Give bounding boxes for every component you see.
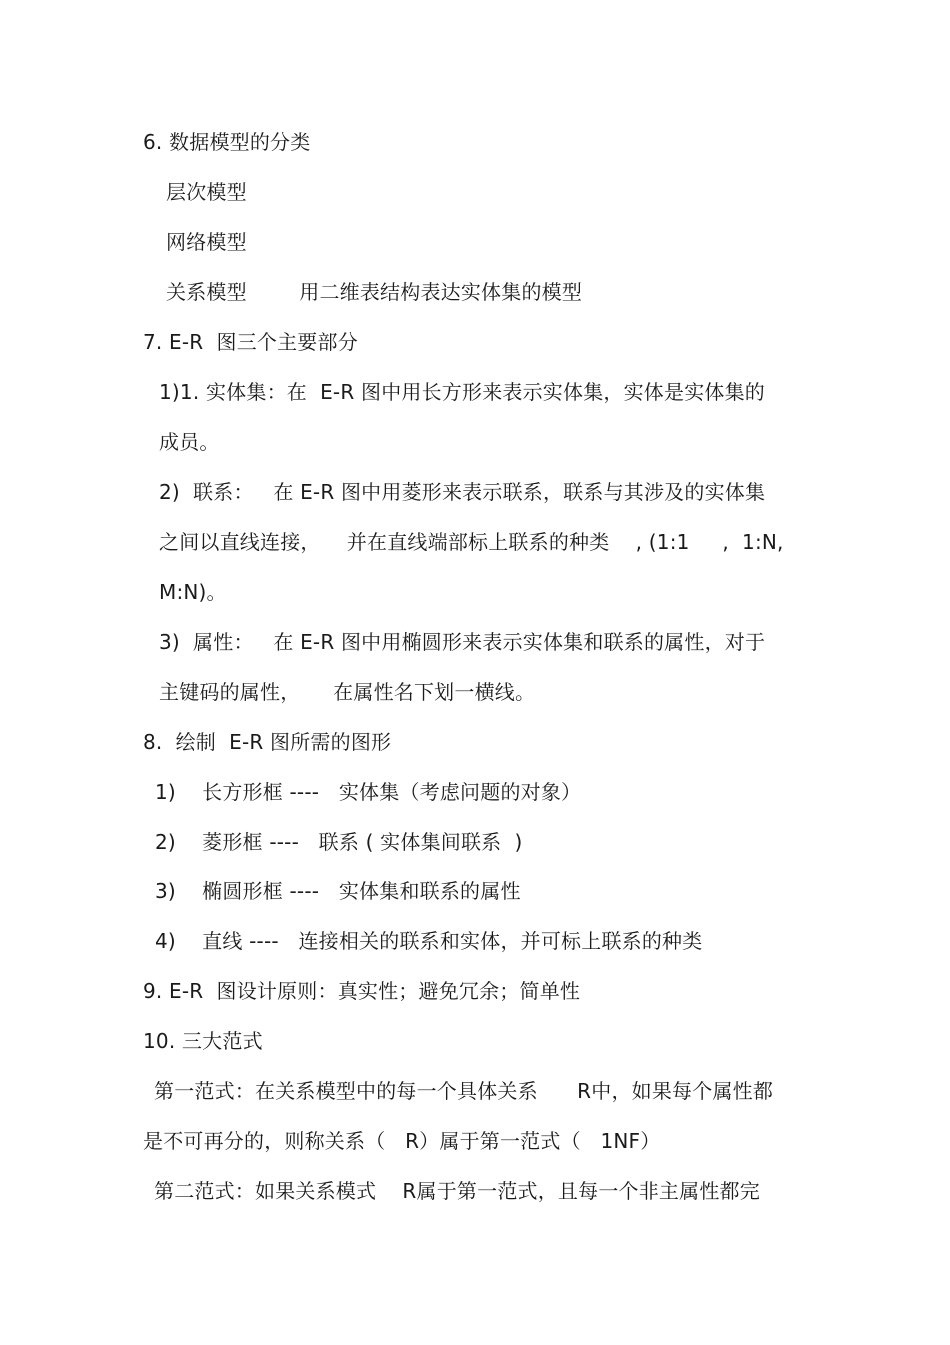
list-item: 2) 菱形框 ---- 联系 ( 实体集间联系 ) (155, 830, 523, 854)
paragraph-line: 第一范式：在关系模型中的每一个具体关系 R中，如果每个属性都 (154, 1079, 774, 1103)
list-item: 关系模型 用二维表结构表达实体集的模型 (166, 280, 583, 304)
list-item: 网络模型 (166, 230, 247, 254)
list-item: 4) 直线 ---- 连接相关的联系和实体，并可标上联系的种类 (155, 929, 703, 953)
paragraph-line: 第二范式：如果关系模式 R属于第一范式，且每一个非主属性都完 (154, 1179, 760, 1203)
heading-8: 8. 绘制 E-R 图所需的图形 (143, 730, 392, 754)
paragraph-line: 3) 属性： 在 E-R 图中用椭圆形来表示实体集和联系的属性，对于 (159, 630, 766, 654)
paragraph-line: 之间以直线连接， 并在直线端部标上联系的种类 , (1:1 , 1:N, (159, 530, 784, 554)
paragraph-line: 2) 联系： 在 E-R 图中用菱形来表示联系，联系与其涉及的实体集 (159, 480, 766, 504)
paragraph-line: 是不可再分的，则称关系（ R）属于第一范式（ 1NF） (143, 1129, 661, 1153)
heading-7: 7. E-R 图三个主要部分 (143, 330, 358, 354)
heading-6: 6. 数据模型的分类 (143, 130, 311, 154)
paragraph-line: M:N)。 (159, 580, 227, 604)
paragraph-line: 成员。 (159, 430, 220, 454)
paragraph-line: 主键码的属性， 在属性名下划一横线。 (159, 680, 536, 704)
list-item: 层次模型 (166, 180, 247, 204)
paragraph-line: 1)1. 实体集：在 E-R 图中用长方形来表示实体集，实体是实体集的 (159, 380, 765, 404)
list-item: 1) 长方形框 ---- 实体集（考虑问题的对象） (155, 780, 582, 804)
list-item: 3) 椭圆形框 ---- 实体集和联系的属性 (155, 879, 521, 903)
heading-10: 10. 三大范式 (143, 1029, 263, 1053)
heading-9: 9. E-R 图设计原则：真实性；避免冗余；简单性 (143, 979, 581, 1003)
